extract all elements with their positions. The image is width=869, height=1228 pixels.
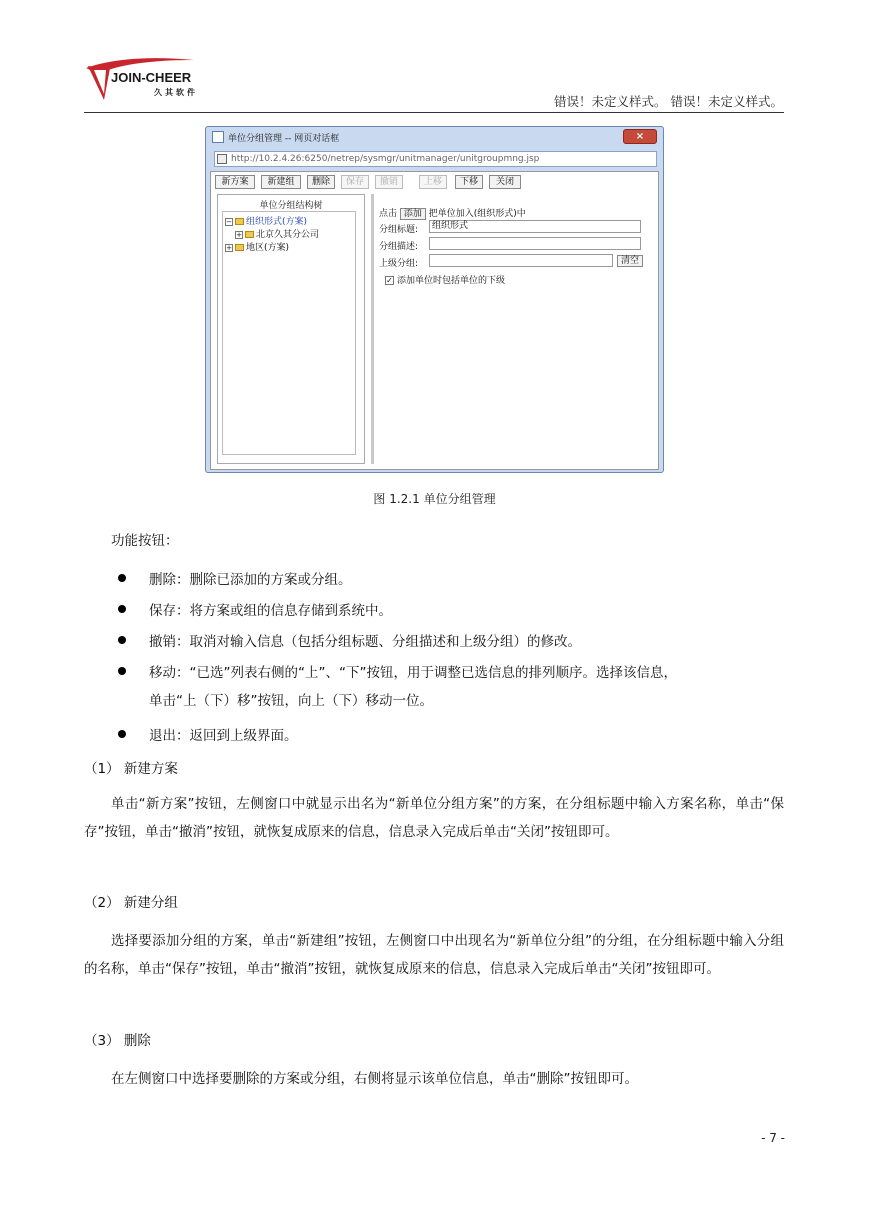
clear-button[interactable]: 清空: [617, 255, 643, 267]
save-button[interactable]: 保存: [341, 175, 369, 189]
folder-icon: [245, 231, 254, 238]
section-paragraph: 在左侧窗口中选择要删除的方案或分组，右侧将显示该单位信息，单击“删除”按钮即可。: [111, 1071, 638, 1087]
group-title-label: 分组标题:: [379, 225, 419, 235]
include-sub-label: 添加单位时包括单位的下级: [397, 276, 506, 286]
tree-pane: [217, 194, 365, 464]
logo-text: JOIN-CHEER: [111, 70, 192, 85]
section-heading: （2） 新建分组: [84, 895, 178, 911]
bullet-item-continued: 单击“上（下）移”按钮，向上（下）移动一位。: [149, 693, 433, 709]
header-style-text: 错误！未定义样式。 错误！未定义样式。: [554, 94, 783, 109]
tree-view: [222, 211, 356, 455]
close-icon[interactable]: ×: [623, 129, 657, 144]
close-button[interactable]: 关闭: [489, 175, 521, 189]
parent-group-input[interactable]: [429, 254, 613, 267]
tree-item[interactable]: [235, 227, 319, 240]
delete-button[interactable]: 删除: [307, 175, 335, 189]
group-desc-input[interactable]: [429, 237, 641, 250]
new-group-button[interactable]: 新建组: [261, 175, 301, 189]
pane-splitter[interactable]: [371, 194, 374, 464]
move-down-button[interactable]: 下移: [455, 175, 483, 189]
url-page-icon: [217, 154, 227, 164]
group-title-input[interactable]: 组织形式: [429, 220, 641, 233]
parent-group-label: 上级分组:: [379, 259, 419, 269]
tree-title: 单位分组结构树: [259, 201, 323, 211]
include-sub-checkbox[interactable]: ✓: [386, 276, 393, 285]
folder-icon: [235, 244, 244, 251]
company-logo: [84, 56, 209, 102]
bullet-item: 撤销：取消对输入信息（包括分组标题、分组描述和上级分组）的修改。: [149, 634, 581, 650]
click-suffix: 把单位加入(组织形式)中: [428, 209, 526, 219]
include-sub-row: [385, 273, 505, 286]
new-plan-button[interactable]: 新方案: [215, 175, 255, 189]
group-desc-label: 分组描述:: [379, 242, 419, 252]
expand-icon[interactable]: +: [236, 230, 242, 239]
click-prefix: 点击: [379, 209, 398, 219]
tree-item[interactable]: [225, 214, 307, 227]
page-icon: [212, 131, 224, 143]
tree-item-label: 组织形式(方案): [246, 217, 308, 227]
tree-item[interactable]: [225, 240, 289, 253]
undo-button[interactable]: 撤销: [375, 175, 403, 189]
dialog-body: [210, 171, 659, 470]
bullet-item: 退出：返回到上级界面。: [149, 728, 298, 744]
expand-icon[interactable]: +: [226, 243, 232, 252]
section-heading: （1） 新建方案: [84, 761, 178, 777]
bullet-icon: [118, 667, 126, 675]
bullet-item: 保存：将方案或组的信息存储到系统中。: [149, 603, 392, 619]
tree-item-label: 地区(方案): [246, 243, 290, 253]
bullet-icon: [118, 636, 126, 644]
page-number: - 7 -: [761, 1131, 785, 1145]
logo-subtext: 久其软件: [154, 88, 198, 97]
bullet-item: 删除：删除已添加的方案或分组。: [149, 572, 352, 588]
section-paragraph: 单击“新方案”按钮，左侧窗口中就显示出名为“新单位分组方案”的方案，在分组标题中输入方案名称，单击“保存”按钮，单击“撤消”按钮，就恢复成原来的信息，信息录入完成后单击“关闭”按钮即可。: [84, 796, 784, 840]
header-divider: [84, 112, 784, 113]
intro-text: 功能按钮：: [111, 533, 179, 549]
folder-icon: [235, 218, 244, 225]
address-url: http://10.2.4.26:6250/netrep/sysmgr/unitmanager/unitgroupmng.jsp: [231, 154, 540, 164]
add-button[interactable]: 添加: [400, 208, 426, 220]
collapse-icon[interactable]: −: [226, 217, 232, 226]
dialog-titlebar: [206, 127, 663, 147]
bullet-icon: [118, 605, 126, 613]
section-paragraph: 选择要添加分组的方案，单击“新建组”按钮，左侧窗口中出现名为“新单位分组”的分组，在分组标题中输入分组的名称，单击“保存”按钮，单击“撤消”按钮，就恢复成原来的信息，信息录入完成后单击“关闭”按钮即可。: [84, 933, 784, 977]
address-bar: [214, 151, 657, 167]
bullet-item: 移动：“已选”列表右侧的“上”、“下”按钮，用于调整已选信息的排列顺序。选择该信息，: [149, 665, 677, 681]
tree-item-label: 北京久其分公司: [256, 230, 320, 240]
dialog-title: 单位分组管理 -- 网页对话框: [228, 134, 340, 144]
figure-caption: 图 1.2.1 单位分组管理: [373, 492, 496, 506]
bullet-icon: [118, 574, 126, 582]
move-up-button[interactable]: 上移: [419, 175, 447, 189]
bullet-icon: [118, 730, 126, 738]
section-heading: （3） 删除: [84, 1033, 151, 1049]
add-hint-row: [379, 206, 526, 220]
dialog-screenshot: [205, 126, 664, 473]
